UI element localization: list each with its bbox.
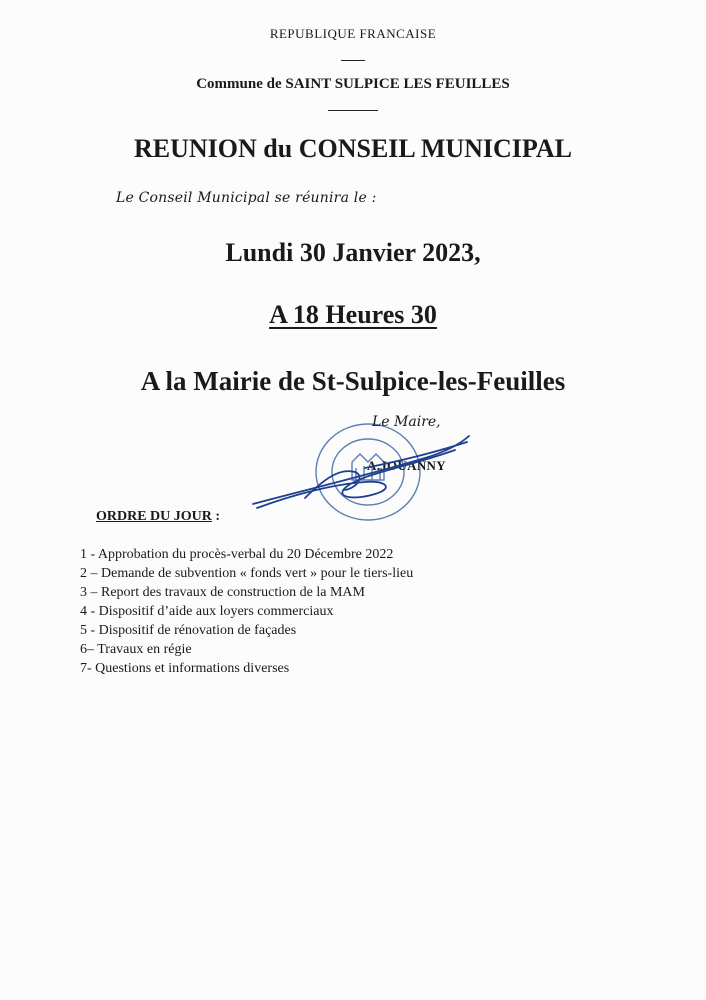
page-title: REUNION du CONSEIL MUNICIPAL [134, 134, 572, 163]
header-divider-2 [328, 110, 378, 111]
agenda-title [96, 509, 220, 525]
agenda-item: 4 - Dispositif d’aide aux loyers commerciaux [80, 604, 334, 619]
signature-stroke-4 [365, 442, 467, 468]
signature-stroke-1 [253, 436, 469, 504]
meeting-date: Lundi 30 Janvier 2023, [225, 238, 481, 267]
intro-text: Le Conseil Municipal se réunira le : [116, 190, 377, 206]
handwritten-signature [245, 428, 475, 518]
signature-stroke-2 [257, 450, 455, 508]
meeting-place: A la Mairie de St-Sulpice-les-Feuilles [140, 366, 566, 396]
agenda-title-suffix: : [211, 509, 221, 524]
agenda-item: 6– Travaux en régie [80, 642, 192, 657]
meeting-time: A 18 Heures 30 [269, 300, 437, 329]
agenda-list [80, 545, 413, 678]
mayor-name: A.JOUANNY [367, 458, 446, 473]
agenda-item: 7- Questions et informations diverses [80, 661, 290, 676]
header-divider-1 [341, 60, 365, 61]
agenda-item: 2 – Demande de subvention « fonds vert » pour le tiers-lieu [80, 566, 414, 581]
signature-stroke-3 [305, 471, 360, 498]
agenda-item: 1 - Approbation du procès-verbal du 20 Décembre 2022 [80, 547, 394, 562]
agenda-item: 5 - Dispositif de rénovation de façades [80, 623, 297, 638]
mayor-label: Le Maire, [372, 414, 441, 430]
agenda-item: 3 – Report des travaux de construction de la MAM [80, 585, 365, 600]
republic-header: REPUBLIQUE FRANCAISE [269, 26, 437, 41]
commune-header: Commune de SAINT SULPICE LES FEUILLES [196, 76, 510, 92]
agenda-title-text: ORDRE DU JOUR [96, 509, 212, 524]
